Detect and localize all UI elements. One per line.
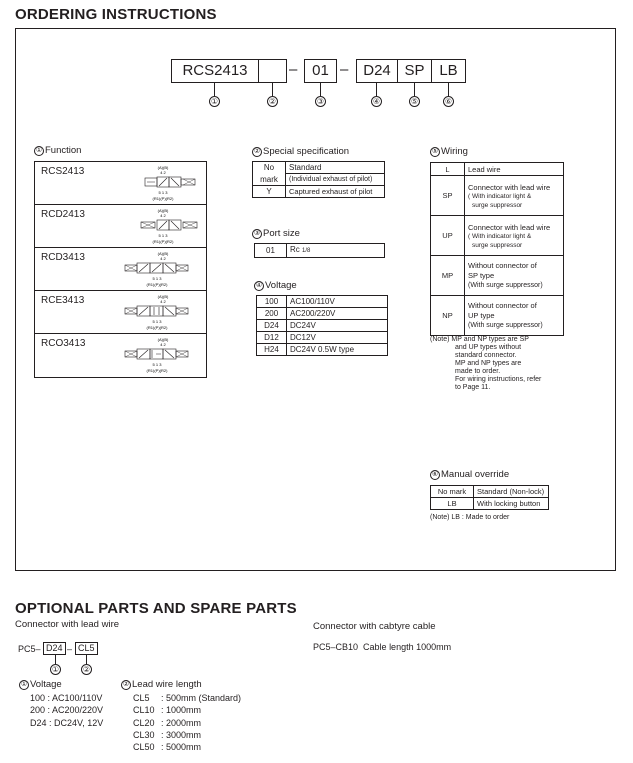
table-row: NP Without connector of UP type (With surge suppressor) (431, 296, 564, 336)
function-name: RCO3413 (41, 338, 86, 349)
svg-text:(R1)(P)(R2): (R1)(P)(R2) (146, 325, 168, 330)
optional-title: OPTIONAL PARTS AND SPARE PARTS (15, 600, 297, 617)
svg-text:(A)(B): (A)(B) (157, 251, 169, 256)
list-item: CL10 : 1000mm (133, 705, 202, 716)
function-row (35, 291, 206, 334)
svg-text:(A)(B): (A)(B) (157, 294, 169, 299)
valve-symbol-icon (123, 250, 205, 288)
marker-4: ④ (372, 97, 381, 106)
table-row: 200 AC200/220V (257, 308, 388, 320)
code-model: RCS2413 (171, 59, 259, 83)
wiring-table (430, 162, 564, 336)
svg-text:(R1)(P)(R2): (R1)(P)(R2) (152, 239, 174, 244)
valve-symbol-icon (123, 293, 205, 331)
svg-text:(R1)(P)(R2): (R1)(P)(R2) (146, 282, 168, 287)
cabtyre-spec: PC5–CB10 Cable length 1000mm (313, 642, 452, 652)
marker-3: ③ (316, 97, 325, 106)
svg-text:(A)(B): (A)(B) (157, 165, 169, 170)
table-row: SP Connector with lead wire ( With indicator light & surge suppressor (431, 176, 564, 216)
svg-text:4 2: 4 2 (160, 256, 166, 261)
table-row: Y Captured exhaust of pilot (253, 186, 385, 198)
list-item: CL5 : 500mm (Standard) (133, 693, 242, 703)
marker-6: ⑥ (444, 97, 453, 106)
voltage-table (256, 295, 388, 356)
table-row: No Standard (253, 162, 385, 174)
function-name: RCD3413 (41, 252, 85, 263)
list-item: CL30 : 3000mm (133, 729, 202, 740)
page-title: ORDERING INSTRUCTIONS (15, 6, 217, 23)
table-row: H24 DC24V 0.5W type (257, 344, 388, 356)
table-row: 01 Rc 1/8 (255, 244, 385, 258)
list-item: CL50 : 5000mm (133, 742, 202, 753)
svg-text:4 2: 4 2 (160, 170, 166, 175)
svg-text:(A)(B): (A)(B) (157, 208, 169, 213)
svg-text:4 2: 4 2 (160, 342, 166, 347)
special-heading: ② Special specification (253, 146, 350, 157)
marker-5: ⑤ (410, 97, 419, 106)
opt-voltage-heading: ① Voltage (20, 679, 62, 690)
opt-length-list (133, 692, 241, 753)
marker-1: ① (210, 97, 219, 106)
svg-text:5 1 3: 5 1 3 (152, 362, 162, 367)
svg-text:(R1)(P)(R2): (R1)(P)(R2) (146, 368, 168, 373)
svg-text:(R1)(P)(R2): (R1)(P)(R2) (152, 196, 174, 201)
marker-2: ② (268, 97, 277, 106)
list-item: CL20 : 2000mm (133, 717, 202, 728)
code-wiring: SP (397, 59, 432, 83)
opt-length-heading: ② Lead wire length (122, 679, 202, 690)
opt-voltage-list: 100 : AC100/110V 200 : AC200/220V D24 : DC24V, 12V (30, 693, 104, 728)
svg-text:5 1 3: 5 1 3 (152, 276, 162, 281)
manual-heading: ⑥ Manual override (431, 469, 510, 480)
table-row: UP Connector with lead wire ( With indicator light & surge suppressor (431, 216, 564, 256)
function-row (35, 162, 206, 205)
valve-symbol-icon (123, 207, 205, 245)
part-code-prefix: PC5– (18, 644, 41, 654)
table-row: D12 DC12V (257, 332, 388, 344)
code-special (258, 59, 287, 83)
svg-text:(A)(B): (A)(B) (157, 337, 169, 342)
valve-symbol-icon (123, 336, 205, 374)
port-heading: ③ Port size (253, 228, 300, 239)
marker-1: ① (51, 665, 60, 674)
special-table (252, 161, 385, 198)
function-heading: ① Function (35, 145, 82, 156)
svg-text:5 1 3: 5 1 3 (158, 190, 168, 195)
table-row: No mark Standard (Non-lock) (431, 486, 549, 498)
port-table (254, 243, 385, 258)
table-row: D24 DC24V (257, 320, 388, 332)
valve-symbol-icon (123, 164, 205, 202)
svg-text:4 2: 4 2 (160, 299, 166, 304)
part-code-dash: – (67, 644, 73, 654)
manual-table (430, 485, 549, 510)
svg-text:5 1 3: 5 1 3 (158, 233, 168, 238)
function-row (35, 334, 206, 377)
function-row (35, 248, 206, 291)
wiring-note: (Note) MP and NP types are SP and UP types without standard connector. MP and NP types are made to order. For wiring instructions, refer to Page 11. (430, 336, 542, 391)
table-row: 100 AC100/110V (257, 296, 388, 308)
code-dash: – (289, 61, 298, 78)
voltage-heading: ④ Voltage (255, 280, 297, 291)
wiring-heading: ⑤ Wiring (431, 146, 468, 157)
table-row: MP Without connector of SP type (With surge suppressor) (431, 256, 564, 296)
table-row: LB With locking button (431, 498, 549, 510)
function-name: RCS2413 (41, 166, 85, 177)
part-code-voltage: D24 (43, 642, 66, 655)
code-port: 01 (304, 59, 337, 83)
table-row: mark (Individual exhaust of pilot) (253, 174, 385, 186)
part-code-length: CL5 (75, 642, 98, 655)
function-row (35, 205, 206, 248)
svg-text:4 2: 4 2 (160, 213, 166, 218)
code-voltage: D24 (356, 59, 398, 83)
lead-wire-title: Connector with lead wire (15, 619, 120, 630)
svg-text:5 1 3: 5 1 3 (152, 319, 162, 324)
code-override: LB (431, 59, 466, 83)
code-dash: – (340, 61, 349, 78)
cabtyre-title: Connector with cabtyre cable (313, 621, 436, 632)
manual-note: (Note) LB : Made to order (430, 514, 510, 521)
function-table (34, 161, 207, 378)
function-name: RCE3413 (41, 295, 85, 306)
table-row: L Lead wire (431, 163, 564, 176)
function-name: RCD2413 (41, 209, 85, 220)
marker-2: ② (82, 665, 91, 674)
